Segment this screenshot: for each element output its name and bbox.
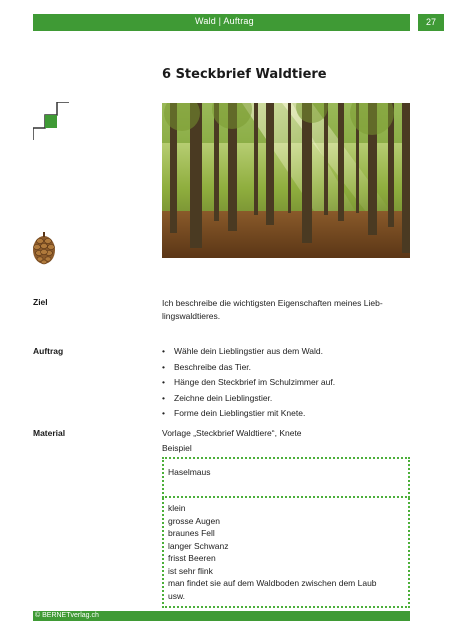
- list-item: • Hänge den Steckbrief im Schulzimmer auf.: [162, 375, 335, 391]
- list-item: • Zeichne dein Lieblingstier.: [162, 391, 335, 407]
- forest-photo: [162, 103, 410, 258]
- example-details-box: [162, 498, 410, 608]
- material-text: Vorlage „Steckbrief Waldtiere“, Knete: [162, 428, 302, 438]
- list-item: • Forme dein Lieblingstier mit Knete.: [162, 406, 335, 422]
- material-label: Material: [33, 428, 66, 438]
- header-bar: [33, 14, 410, 31]
- example-line: man findet sie auf dem Waldboden zwischen dem Laub: [168, 578, 377, 588]
- stairs-icon: [33, 102, 69, 140]
- copyright-text: © BERNETverlag.ch: [35, 612, 99, 619]
- example-title: Haselmaus: [168, 467, 211, 477]
- ziel-line: lingswaldtieres.: [162, 311, 221, 321]
- example-line: langer Schwanz: [168, 540, 229, 551]
- pine-cone-icon: [31, 232, 57, 266]
- list-item: • Beschreibe das Tier.: [162, 360, 335, 376]
- example-line: grosse Augen: [168, 515, 220, 526]
- auftrag-label: Auftrag: [33, 346, 64, 356]
- example-line: ist sehr flink: [168, 565, 213, 576]
- ziel-line: Ich beschreibe die wichtigsten Eigenschaften meines Lieb-: [162, 298, 383, 308]
- example-line: braunes Fell: [168, 528, 215, 538]
- example-line: frisst Beeren: [168, 553, 216, 563]
- ziel-text: [162, 297, 402, 323]
- example-line: usw.: [168, 590, 186, 601]
- ziel-label: Ziel: [33, 297, 48, 307]
- list-item: • Wähle dein Lieblingstier aus dem Wald.: [162, 344, 335, 360]
- section-title: Wald | Auftrag: [195, 16, 254, 26]
- example-line: klein: [168, 503, 186, 513]
- example-label: Beispiel: [162, 443, 192, 453]
- example-title-box: [162, 457, 410, 498]
- page-title: 6 Steckbrief Waldtiere: [162, 67, 327, 82]
- footer-bar: [33, 611, 410, 621]
- page-number: 27: [418, 14, 444, 31]
- auftrag-list: [162, 344, 335, 422]
